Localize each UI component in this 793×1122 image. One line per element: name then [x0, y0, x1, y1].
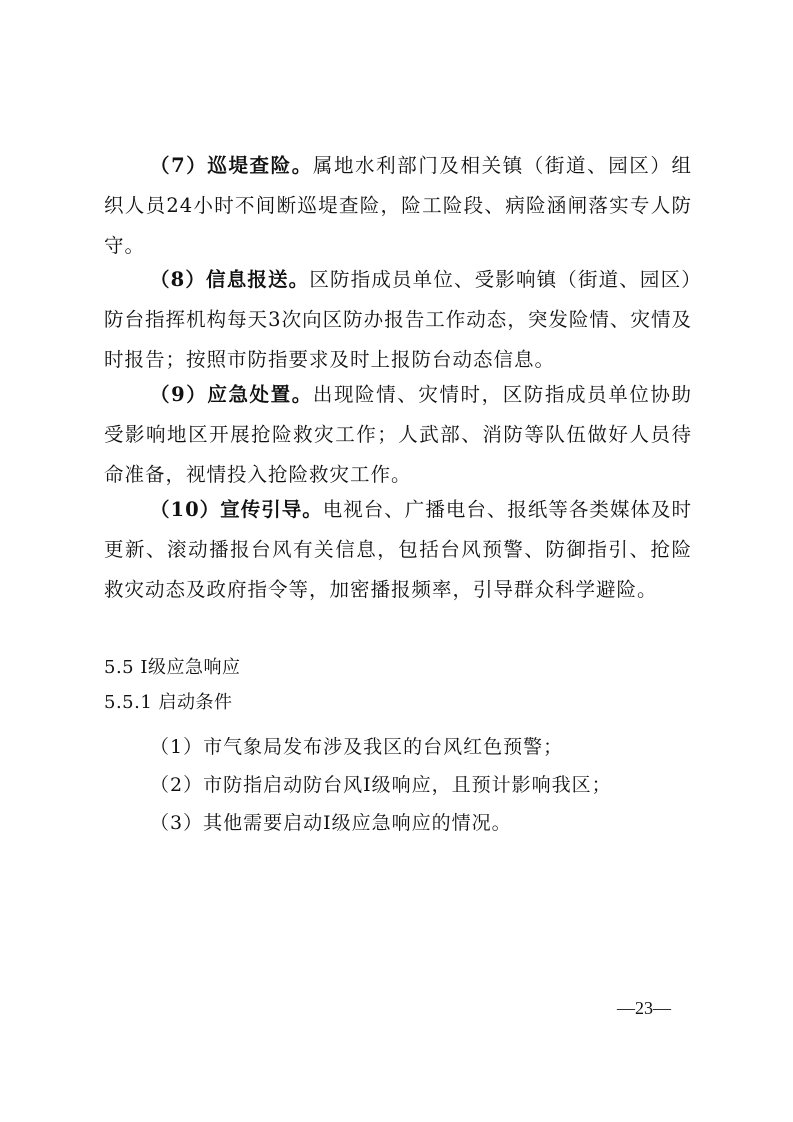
measure-title: （7）巡堤查险。 — [150, 154, 313, 177]
start-condition-item: （1）市气象局发布涉及我区的台风红色预警； — [150, 736, 564, 758]
measure-body: 属地水利部门及相关镇（街道、园区）组织人员24小时不间断巡堤查险，险工险段、病险涵闸落实专人防守。 — [104, 154, 692, 257]
measure-body: 电视台、广播电台、报纸等各类媒体及时更新、滚动播报台风有关信息，包括台风预警、防御指引、抢险救灾动态及政府指令等，加密播报频率，引导群众科学避险。 — [104, 498, 692, 601]
subsection-heading: 5.5.1 启动条件 — [104, 692, 233, 713]
section-heading: 5.5 I级应急响应 — [104, 657, 241, 678]
measure-body: 区防指成员单位、受影响镇（街道、园区）防台指挥机构每天3次向区防办报告工作动态，突发险情、灾情及时报告；按照市防指要求及时上报防台动态信息。 — [104, 268, 692, 371]
measure-paragraph-9 — [104, 375, 692, 495]
measure-title: （9）应急处置。 — [150, 383, 313, 406]
measure-body: 出现险情、灾情时，区防指成员单位协助受影响地区开展抢险救灾工作；人武部、消防等队伍做好人员待命准备，视情投入抢险救灾工作。 — [104, 383, 692, 486]
page-number: —23— — [617, 998, 671, 1018]
measure-title: （8）信息报送。 — [150, 268, 310, 291]
measure-paragraph-7 — [104, 146, 692, 266]
measure-paragraph-10 — [104, 490, 692, 610]
measure-title: （10）宣传引导。 — [150, 498, 323, 521]
start-condition-item: （3）其他需要启动I级应急响应的情况。 — [150, 812, 512, 834]
measure-paragraph-8 — [104, 260, 692, 380]
start-condition-item: （2）市防指启动防台风I级响应，且预计影响我区； — [150, 774, 612, 796]
